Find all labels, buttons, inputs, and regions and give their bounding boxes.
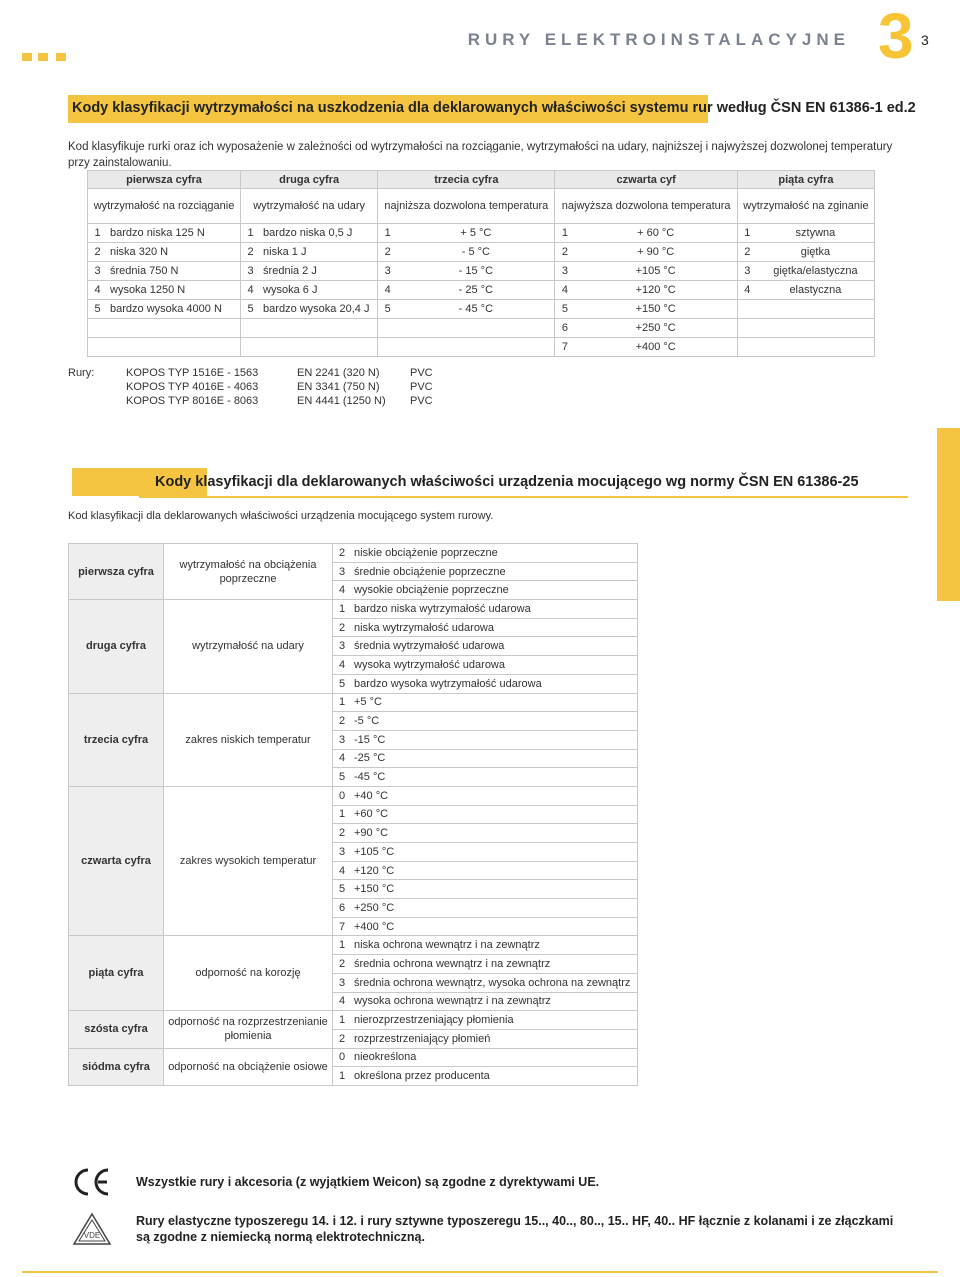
digit-label: trzecia cyfra [69,693,164,786]
code-digit: 1 [378,224,398,243]
code-digit: 1 [333,1067,352,1086]
code-value: bardzo niska 125 N [107,224,241,243]
table-row [69,786,638,805]
code-digit: 2 [88,243,108,262]
code-value: średnia wytrzymałość udarowa [351,637,638,656]
code-digit: 5 [241,300,261,319]
code-value: średnia 750 N [107,262,241,281]
code-digit: 3 [333,843,352,862]
vde-mark-icon [72,1212,112,1251]
digit-description: odporność na obciążenie osiowe [164,1048,333,1085]
code-value: bardzo wysoka 20,4 J [260,300,378,319]
code-value: +105 °C [351,843,638,862]
code-value: +150 °C [351,880,638,899]
code-digit: 5 [333,768,352,787]
code-digit: 1 [333,600,352,619]
code-digit: 1 [737,224,757,243]
footer-line-2: Rury elastyczne typoszeregu 14. i 12. i rury sztywne typoszeregu 15.., 40.., 80.., 15.. HF, 40.. HF łącznie z kolanami i ze złączkami są zgodne z niemiecką normą elektrotechniczną. [136,1214,894,1244]
table1-header: piąta cyfra [737,171,874,189]
section2-underline [139,496,908,498]
code-digit: 5 [555,300,575,319]
code-digit: 4 [333,581,352,600]
table-row [88,262,875,281]
code-value: elastyczna [757,281,875,300]
digit-description: wytrzymałość na obciążenia poprzeczne [164,544,333,600]
digit-label: pierwsza cyfra [69,544,164,600]
code-digit [241,338,261,357]
code-value [260,338,378,357]
table-row [88,281,875,300]
code-digit: 2 [378,243,398,262]
table-row [69,1011,638,1030]
code-value: +150 °C [574,300,737,319]
code-value: określona przez producenta [351,1067,638,1086]
code-value: + 90 °C [574,243,737,262]
code-value: średnia ochrona wewnątrz, wysoka ochrona na zewnątrz [351,973,638,992]
footer-line-1: Wszystkie rury i akcesoria (z wyjątkiem Weicon) są zgodne z dyrektywami UE. [136,1175,600,1189]
code-digit: 3 [378,262,398,281]
code-digit [737,319,757,338]
code-value: + 60 °C [574,224,737,243]
code-digit: 2 [333,1029,352,1048]
code-digit: 7 [555,338,575,357]
code-value: - 45 °C [397,300,555,319]
table-row [88,338,875,357]
digit-label: piąta cyfra [69,936,164,1011]
code-value: giętka/elastyczna [757,262,875,281]
code-digit [88,319,108,338]
code-value: niska ochrona wewnątrz i na zewnątrz [351,936,638,955]
table1-subheader: wytrzymałość na udary [241,189,378,224]
digit-description: zakres wysokich temperatur [164,786,333,936]
code-digit: 4 [88,281,108,300]
code-value: -45 °C [351,768,638,787]
code-digit: 2 [241,243,261,262]
code-value: bardzo niska wytrzymałość udarowa [351,600,638,619]
code-digit: 3 [333,562,352,581]
table1-subheader: wytrzymałość na rozciąganie [88,189,241,224]
code-value: wysokie obciążenie poprzeczne [351,581,638,600]
code-digit: 6 [555,319,575,338]
table-row [88,243,875,262]
digit-label: druga cyfra [69,600,164,693]
code-value [260,319,378,338]
code-digit: 4 [333,861,352,880]
bottom-rule [22,1271,938,1273]
pipe-material: PVC [410,395,433,407]
code-digit: 1 [333,936,352,955]
code-value [107,319,241,338]
table-row [88,300,875,319]
code-digit: 2 [333,955,352,974]
code-value: - 15 °C [397,262,555,281]
code-digit: 3 [333,637,352,656]
code-value: średnia ochrona wewnątrz i na zewnątrz [351,955,638,974]
table1-header: druga cyfra [241,171,378,189]
section2-title: Kody klasyfikacji dla deklarowanych właściwości urządzenia mocującego wg normy ČSN EN 61386-25 [155,474,859,490]
code-digit: 1 [88,224,108,243]
code-value: średnie obciążenie poprzeczne [351,562,638,581]
table-row [88,319,875,338]
table1-subheader: najniższa dozwolona temperatura [378,189,555,224]
code-value: + 5 °C [397,224,555,243]
digit-label: szósta cyfra [69,1011,164,1048]
table-row [69,600,638,619]
table-row [69,693,638,712]
code-digit: 3 [737,262,757,281]
table1-header: trzecia cyfra [378,171,555,189]
code-digit: 3 [241,262,261,281]
pipes-label: Rury: [68,367,95,379]
code-digit: 4 [333,749,352,768]
code-value: +40 °C [351,786,638,805]
code-value: wysoka wytrzymałość udarowa [351,656,638,675]
code-value: wysoka 1250 N [107,281,241,300]
code-value [757,319,875,338]
code-digit: 4 [555,281,575,300]
code-value: niskie obciążenie poprzeczne [351,544,638,563]
code-value: +120 °C [574,281,737,300]
code-digit: 4 [333,656,352,675]
digit-label: siódma cyfra [69,1048,164,1085]
code-digit: 3 [555,262,575,281]
pipe-name: KOPOS TYP 1516E - 1563 [126,367,259,379]
code-digit: 2 [333,824,352,843]
code-digit: 2 [333,544,352,563]
code-value: średnia 2 J [260,262,378,281]
code-digit: 5 [333,880,352,899]
code-value: +105 °C [574,262,737,281]
section2-subtitle: Kod klasyfikacji dla deklarowanych właściwości urządzenia mocującego system rurowy. [68,510,494,522]
code-digit [378,338,398,357]
code-digit: 4 [241,281,261,300]
code-value: giętka [757,243,875,262]
table-row [88,224,875,243]
table-row [69,1048,638,1067]
code-digit [241,319,261,338]
code-digit: 1 [333,805,352,824]
code-value: niska 1 J [260,243,378,262]
classification-table-2 [68,543,638,1086]
code-value: +5 °C [351,693,638,712]
code-value: +60 °C [351,805,638,824]
code-digit: 3 [88,262,108,281]
digit-description: odporność na korozję [164,936,333,1011]
code-digit: 2 [555,243,575,262]
code-digit: 6 [333,899,352,918]
header-title: RURY ELEKTROINSTALACYJNE [467,30,850,49]
ce-mark-icon [72,1166,112,1206]
code-digit: 1 [555,224,575,243]
code-digit: 4 [737,281,757,300]
pipe-material: PVC [410,381,433,393]
classification-table-1 [87,170,875,357]
code-value: - 25 °C [397,281,555,300]
code-digit: 5 [378,300,398,319]
digit-description: odporność na rozprzestrzenianie płomienia [164,1011,333,1048]
code-value [397,338,555,357]
code-digit [737,300,757,319]
code-value: nieokreślona [351,1048,638,1067]
table-row [69,936,638,955]
code-value [757,338,875,357]
table1-subheader: najwyższa dozwolona temperatura [555,189,737,224]
code-value: rozprzestrzeniający płomień [351,1029,638,1048]
code-value: +400 °C [574,338,737,357]
code-value: - 5 °C [397,243,555,262]
code-value [757,300,875,319]
code-digit: 1 [333,693,352,712]
code-digit: 2 [333,618,352,637]
code-digit: 5 [333,674,352,693]
code-digit: 2 [333,712,352,731]
code-value: sztywna [757,224,875,243]
code-digit [88,338,108,357]
pipe-norm: EN 4441 (1250 N) [297,395,386,407]
code-digit: 1 [333,1011,352,1030]
code-value: bardzo niska 0,5 J [260,224,378,243]
table1-subheader: wytrzymałość na zginanie [737,189,874,224]
code-digit: 0 [333,786,352,805]
table1-header: czwarta cyf [555,171,737,189]
chapter-number: 3 [878,0,914,72]
pipe-name: KOPOS TYP 8016E - 8063 [126,395,259,407]
code-digit: 0 [333,1048,352,1067]
code-digit: 5 [88,300,108,319]
code-value: wysoka 6 J [260,281,378,300]
code-value: niska 320 N [107,243,241,262]
section1-intro: Kod klasyfikuje rurki oraz ich wyposażenie w zależności od wytrzymałości na rozciąganie, wytrzymałości na udary, najniższej i najwyższej dozwolonej temperatury przy zainstalowaniu. [68,141,893,169]
table1-header: pierwsza cyfra [88,171,241,189]
pipe-norm: EN 2241 (320 N) [297,367,380,379]
code-digit: 4 [333,992,352,1011]
table-row [69,544,638,563]
section1-title: Kody klasyfikacji wytrzymałości na uszkodzenia dla deklarowanych właściwości systemu rur według ČSN EN 61386-1 ed.2 [72,100,916,116]
code-value: wysoka ochrona wewnątrz i na zewnątrz [351,992,638,1011]
code-value: bardzo wysoka wytrzymałość udarowa [351,674,638,693]
side-tab-marker [937,428,960,601]
code-value: bardzo wysoka 4000 N [107,300,241,319]
pipe-norm: EN 3341 (750 N) [297,381,380,393]
code-value [107,338,241,357]
code-value: +250 °C [351,899,638,918]
code-value: +400 °C [351,917,638,936]
code-value: niska wytrzymałość udarowa [351,618,638,637]
code-value: -5 °C [351,712,638,731]
code-digit [378,319,398,338]
code-digit: 7 [333,917,352,936]
digit-description: zakres niskich temperatur [164,693,333,786]
code-value: +250 °C [574,319,737,338]
code-digit: 3 [333,730,352,749]
code-digit: 2 [737,243,757,262]
code-value: +90 °C [351,824,638,843]
svg-text:VDE: VDE [83,1231,101,1240]
digit-label: czwarta cyfra [69,786,164,936]
pipe-material: PVC [410,367,433,379]
code-value: -25 °C [351,749,638,768]
pipe-name: KOPOS TYP 4016E - 4063 [126,381,259,393]
code-digit [737,338,757,357]
code-digit: 3 [333,973,352,992]
digit-description: wytrzymałość na udary [164,600,333,693]
code-digit: 1 [241,224,261,243]
code-value: -15 °C [351,730,638,749]
page-number: 3 [921,32,929,48]
code-value: +120 °C [351,861,638,880]
code-value: nierozprzestrzeniający płomienia [351,1011,638,1030]
code-value [397,319,555,338]
code-digit: 4 [378,281,398,300]
